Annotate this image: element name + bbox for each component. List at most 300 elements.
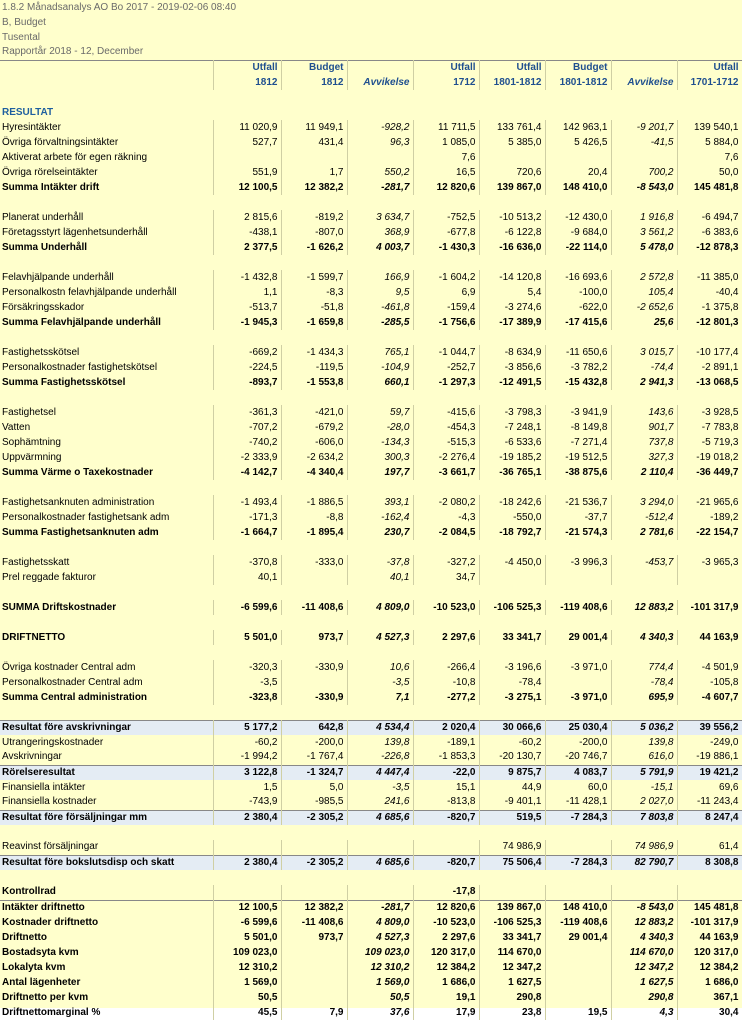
value-cell (545, 150, 611, 165)
value-cell: 16,5 (413, 165, 479, 180)
value-cell: -2 634,2 (281, 450, 347, 465)
value-cell: 75 506,4 (479, 855, 545, 870)
value-cell: -171,3 (213, 510, 281, 525)
value-cell: 5 501,0 (213, 630, 281, 645)
value-cell (281, 945, 347, 960)
value-cell: 25 030,4 (545, 720, 611, 735)
row-label: Summa Felavhjälpande underhåll (0, 315, 213, 330)
value-cell: -1 375,8 (677, 300, 742, 315)
value-cell: -119 408,6 (545, 600, 611, 615)
value-cell: -1 430,3 (413, 240, 479, 255)
row-label: Försäkringsskador (0, 300, 213, 315)
value-cell: -10 513,2 (479, 210, 545, 225)
table-row (0, 285, 742, 300)
spacer (0, 90, 742, 105)
row-label: Personalkostnader Central adm (0, 675, 213, 690)
value-cell: 5 791,9 (611, 765, 677, 780)
value-cell: 17,9 (413, 1005, 479, 1020)
value-cell (281, 150, 347, 165)
value-cell: 61,4 (677, 840, 742, 855)
value-cell: 12 310,2 (347, 960, 413, 975)
table-row (0, 225, 742, 240)
summary-row (0, 975, 742, 990)
value-cell: -320,3 (213, 660, 281, 675)
row-label: Utrangeringskostnader (0, 735, 213, 750)
value-cell: -7 284,3 (545, 855, 611, 870)
value-cell: 44 163,9 (677, 930, 742, 945)
value-cell (479, 885, 545, 900)
value-cell: 1 085,0 (413, 135, 479, 150)
table-row (0, 735, 742, 750)
value-cell: 96,3 (347, 135, 413, 150)
row-label: DRIFTNETTO (0, 630, 213, 645)
value-cell: 1 916,8 (611, 210, 677, 225)
value-cell: 12 100,5 (213, 180, 281, 195)
value-cell: -1 994,2 (213, 750, 281, 765)
value-cell: 69,6 (677, 780, 742, 795)
value-cell: 4 083,7 (545, 765, 611, 780)
value-cell: -820,7 (413, 855, 479, 870)
value-cell: -36 449,7 (677, 465, 742, 480)
table-row (0, 555, 742, 570)
value-cell: 74 986,9 (611, 840, 677, 855)
value-cell: 367,1 (677, 990, 742, 1005)
value-cell: -7 248,1 (479, 420, 545, 435)
value-cell: -106 525,3 (479, 915, 545, 930)
value-cell: 431,4 (281, 135, 347, 150)
spacer-row (0, 705, 742, 720)
table-row (0, 345, 742, 360)
value-cell: -4 340,4 (281, 465, 347, 480)
row-label: Driftnettomarginal % (0, 1005, 213, 1020)
value-cell: 50,5 (347, 990, 413, 1005)
value-cell: -40,4 (677, 285, 742, 300)
value-cell: 12 384,2 (677, 960, 742, 975)
row-label: Prel reggade fakturor (0, 570, 213, 585)
value-cell: -807,0 (281, 225, 347, 240)
value-cell (213, 150, 281, 165)
value-cell: -11 385,0 (677, 270, 742, 285)
summary-row (0, 315, 742, 330)
value-cell: -20 130,7 (479, 750, 545, 765)
value-cell: 12 384,2 (413, 960, 479, 975)
value-cell: 1 569,0 (213, 975, 281, 990)
value-cell: -2 891,1 (677, 360, 742, 375)
value-cell: -19 018,2 (677, 450, 742, 465)
table-row (0, 570, 742, 585)
header-cell: 1701-1712 (677, 75, 742, 90)
table-row (0, 360, 742, 375)
value-cell: -813,8 (413, 795, 479, 810)
row-label: Övriga rörelseintäkter (0, 165, 213, 180)
value-cell: 774,4 (611, 660, 677, 675)
value-cell: 4 809,0 (347, 600, 413, 615)
value-cell: 2 110,4 (611, 465, 677, 480)
value-cell: 241,6 (347, 795, 413, 810)
value-cell: -752,5 (413, 210, 479, 225)
spacer-row (0, 870, 742, 885)
value-cell: 34,7 (413, 570, 479, 585)
value-cell: 12 883,2 (611, 915, 677, 930)
value-cell: -10 177,4 (677, 345, 742, 360)
table-row (0, 120, 742, 135)
value-cell: -512,4 (611, 510, 677, 525)
value-cell (479, 150, 545, 165)
summary-row (0, 960, 742, 975)
row-label: Vatten (0, 420, 213, 435)
value-cell: -8 543,0 (611, 180, 677, 195)
value-cell: -17 389,9 (479, 315, 545, 330)
value-cell (281, 675, 347, 690)
value-cell: -740,2 (213, 435, 281, 450)
value-cell: -893,7 (213, 375, 281, 390)
summary-row (0, 810, 742, 825)
value-cell: -985,5 (281, 795, 347, 810)
value-cell: -7 284,3 (545, 810, 611, 825)
value-cell: -4 450,0 (479, 555, 545, 570)
value-cell: -104,9 (347, 360, 413, 375)
value-cell: -1 493,4 (213, 495, 281, 510)
row-label: Lokalyta kvm (0, 960, 213, 975)
value-cell: -19 886,1 (677, 750, 742, 765)
summary-row (0, 900, 742, 915)
value-cell: -3 856,6 (479, 360, 545, 375)
value-cell: 166,9 (347, 270, 413, 285)
value-cell: -1 432,8 (213, 270, 281, 285)
value-cell: 4 685,6 (347, 855, 413, 870)
value-cell (281, 840, 347, 855)
value-cell: 197,7 (347, 465, 413, 480)
spacer (0, 390, 742, 405)
row-label: Aktiverat arbete för egen räkning (0, 150, 213, 165)
value-cell: -60,2 (213, 735, 281, 750)
value-cell: -100,0 (545, 285, 611, 300)
value-cell: 4 527,3 (347, 930, 413, 945)
value-cell: -11 650,6 (545, 345, 611, 360)
value-cell: 120 317,0 (677, 945, 742, 960)
value-cell (479, 570, 545, 585)
value-cell: 139,8 (611, 735, 677, 750)
table-row (0, 840, 742, 855)
value-cell: 23,8 (479, 1005, 545, 1020)
header-cell: Budget (545, 60, 611, 75)
value-cell: 5 884,0 (677, 135, 742, 150)
value-cell: -200,0 (545, 735, 611, 750)
table-row (0, 495, 742, 510)
value-cell: -2 305,2 (281, 810, 347, 825)
value-cell: -10 523,0 (413, 600, 479, 615)
value-cell: 2 380,4 (213, 855, 281, 870)
value-cell: 12 382,2 (281, 900, 347, 915)
table-row (0, 795, 742, 810)
value-cell: -20 746,7 (545, 750, 611, 765)
value-cell: 5,4 (479, 285, 545, 300)
value-cell: -5 719,3 (677, 435, 742, 450)
value-cell: -7 783,8 (677, 420, 742, 435)
value-cell: 145 481,8 (677, 180, 742, 195)
value-cell: 519,5 (479, 810, 545, 825)
value-cell: -1 553,8 (281, 375, 347, 390)
value-cell: 2 027,0 (611, 795, 677, 810)
value-cell: -200,0 (281, 735, 347, 750)
value-cell: -6 599,6 (213, 600, 281, 615)
value-cell: 30,4 (677, 1005, 742, 1020)
value-cell (347, 150, 413, 165)
value-cell: 616,0 (611, 750, 677, 765)
header-cell: 1812 (281, 75, 347, 90)
value-cell: -453,7 (611, 555, 677, 570)
value-cell: -3 798,3 (479, 405, 545, 420)
value-cell: -330,9 (281, 660, 347, 675)
value-cell: -21 965,6 (677, 495, 742, 510)
value-cell: 39 556,2 (677, 720, 742, 735)
value-cell: 2 815,6 (213, 210, 281, 225)
value-cell: -2 333,9 (213, 450, 281, 465)
value-cell: 12 883,2 (611, 600, 677, 615)
value-cell: 737,8 (611, 435, 677, 450)
row-label: Finansiella intäkter (0, 780, 213, 795)
value-cell: 720,6 (479, 165, 545, 180)
value-cell: -677,8 (413, 225, 479, 240)
value-cell: -2 305,2 (281, 855, 347, 870)
value-cell: -1 895,4 (281, 525, 347, 540)
value-cell: -18 792,7 (479, 525, 545, 540)
spacer-row (0, 825, 742, 840)
row-label: Personalkostnader fastighetsank adm (0, 510, 213, 525)
row-label: Summa Fastighetsskötsel (0, 375, 213, 390)
value-cell: 148 410,0 (545, 180, 611, 195)
spacer-row (0, 390, 742, 405)
value-cell: 82 790,7 (611, 855, 677, 870)
value-cell: 40,1 (213, 570, 281, 585)
value-cell: 4 527,3 (347, 630, 413, 645)
value-cell: -38 875,6 (545, 465, 611, 480)
row-label: Företagsstyrt lägenhetsunderhåll (0, 225, 213, 240)
value-cell: -162,4 (347, 510, 413, 525)
header-cell (347, 60, 413, 75)
value-cell: 139 867,0 (479, 180, 545, 195)
value-cell: 145 481,8 (677, 900, 742, 915)
value-cell: -1 626,2 (281, 240, 347, 255)
value-cell: 2 572,8 (611, 270, 677, 285)
value-cell: -3 996,3 (545, 555, 611, 570)
value-cell: -21 574,3 (545, 525, 611, 540)
value-cell: -6 122,8 (479, 225, 545, 240)
row-label: Resultat före försäljningar mm (0, 810, 213, 825)
value-cell: 12 820,6 (413, 900, 479, 915)
value-cell: 109 023,0 (347, 945, 413, 960)
value-cell: -9 401,1 (479, 795, 545, 810)
row-label: Fastighetsel (0, 405, 213, 420)
value-cell: -22 154,7 (677, 525, 742, 540)
value-cell: -421,0 (281, 405, 347, 420)
table-row (0, 510, 742, 525)
row-label: Uppvärmning (0, 450, 213, 465)
value-cell: 4 447,4 (347, 765, 413, 780)
value-cell: -3 274,6 (479, 300, 545, 315)
value-cell: 5 478,0 (611, 240, 677, 255)
summary-row (0, 720, 742, 735)
row-label: Driftnetto (0, 930, 213, 945)
value-cell: 5 501,0 (213, 930, 281, 945)
value-cell: 2 377,5 (213, 240, 281, 255)
value-cell: 550,2 (347, 165, 413, 180)
value-cell: -669,2 (213, 345, 281, 360)
value-cell: -22,0 (413, 765, 479, 780)
row-label: Summa Fastighetsanknuten adm (0, 525, 213, 540)
summary-row (0, 525, 742, 540)
value-cell: 8 308,8 (677, 855, 742, 870)
table-row (0, 150, 742, 165)
value-cell: -277,2 (413, 690, 479, 705)
value-cell: 33 341,7 (479, 630, 545, 645)
value-cell: -12 430,0 (545, 210, 611, 225)
value-cell (213, 885, 281, 900)
value-cell: -281,7 (347, 900, 413, 915)
row-label: Planerat underhåll (0, 210, 213, 225)
value-cell: 4 340,3 (611, 630, 677, 645)
value-cell: 12 347,2 (611, 960, 677, 975)
value-cell: 1 627,5 (611, 975, 677, 990)
value-cell: 12 100,5 (213, 900, 281, 915)
table-row (0, 210, 742, 225)
header-cell: Utfall (413, 60, 479, 75)
spacer (0, 195, 742, 210)
value-cell (611, 150, 677, 165)
value-cell: -11 408,6 (281, 600, 347, 615)
summary-row (0, 945, 742, 960)
value-cell: 700,2 (611, 165, 677, 180)
value-cell: 20,4 (545, 165, 611, 180)
value-cell: -1 853,3 (413, 750, 479, 765)
value-cell: -11 408,6 (281, 915, 347, 930)
value-cell: -622,0 (545, 300, 611, 315)
value-cell: 12 347,2 (479, 960, 545, 975)
table-row (0, 450, 742, 465)
value-cell: 551,9 (213, 165, 281, 180)
summary-row (0, 240, 742, 255)
value-cell: 148 410,0 (545, 900, 611, 915)
value-cell: 5 177,2 (213, 720, 281, 735)
value-cell: -17,8 (413, 885, 479, 900)
row-label: Personalkostn felavhjälpande underhåll (0, 285, 213, 300)
value-cell: 114 670,0 (611, 945, 677, 960)
value-cell: -3 928,5 (677, 405, 742, 420)
value-cell: -106 525,3 (479, 600, 545, 615)
value-cell: -3 275,1 (479, 690, 545, 705)
summary-row (0, 885, 742, 900)
value-cell: -7 271,4 (545, 435, 611, 450)
value-cell: -8 543,0 (611, 900, 677, 915)
value-cell: 527,7 (213, 135, 281, 150)
value-cell: -18 242,6 (479, 495, 545, 510)
value-cell: -51,8 (281, 300, 347, 315)
value-cell: -14 120,8 (479, 270, 545, 285)
value-cell: -37,7 (545, 510, 611, 525)
value-cell: -1 945,3 (213, 315, 281, 330)
value-cell: 19,5 (545, 1005, 611, 1020)
value-cell: -22 114,0 (545, 240, 611, 255)
value-cell (545, 885, 611, 900)
value-cell: -4 607,7 (677, 690, 742, 705)
value-cell: 393,1 (347, 495, 413, 510)
value-cell: -1 604,2 (413, 270, 479, 285)
value-cell: 5 036,2 (611, 720, 677, 735)
value-cell: 139 867,0 (479, 900, 545, 915)
value-cell: 74 986,9 (479, 840, 545, 855)
value-cell: -37,8 (347, 555, 413, 570)
value-cell: -2 080,2 (413, 495, 479, 510)
value-cell (281, 570, 347, 585)
row-label: Finansiella kostnader (0, 795, 213, 810)
value-cell: -819,2 (281, 210, 347, 225)
row-label: Resultat före bokslutsdisp och skatt (0, 855, 213, 870)
row-label: Antal lägenheter (0, 975, 213, 990)
value-cell: -3 941,9 (545, 405, 611, 420)
value-cell: -415,6 (413, 405, 479, 420)
value-cell: -78,4 (611, 675, 677, 690)
table-row (0, 750, 742, 765)
table-row (0, 300, 742, 315)
value-cell: -3 971,0 (545, 690, 611, 705)
value-cell: 15,1 (413, 780, 479, 795)
value-cell: -189,2 (677, 510, 742, 525)
value-cell: -101 317,9 (677, 915, 742, 930)
value-cell: -281,7 (347, 180, 413, 195)
value-cell: 327,3 (611, 450, 677, 465)
value-cell: -60,2 (479, 735, 545, 750)
spacer-row (0, 330, 742, 345)
value-cell: -1 756,6 (413, 315, 479, 330)
value-cell: -41,5 (611, 135, 677, 150)
value-cell (347, 840, 413, 855)
row-label: Driftnetto per kvm (0, 990, 213, 1005)
summary-row (0, 375, 742, 390)
value-cell: -743,9 (213, 795, 281, 810)
value-cell: 10,6 (347, 660, 413, 675)
value-cell: -3 661,7 (413, 465, 479, 480)
row-label: Felavhjälpande underhåll (0, 270, 213, 285)
summary-row (0, 990, 742, 1005)
value-cell: -12 878,3 (677, 240, 742, 255)
value-cell: -9 684,0 (545, 225, 611, 240)
table-row (0, 660, 742, 675)
value-cell: -2 276,4 (413, 450, 479, 465)
value-cell: 2 020,4 (413, 720, 479, 735)
value-cell: 1,7 (281, 165, 347, 180)
header-cell: Utfall (677, 60, 742, 75)
spacer-row (0, 645, 742, 660)
value-cell: -3,5 (213, 675, 281, 690)
header-cell (611, 60, 677, 75)
value-cell (347, 885, 413, 900)
spacer (0, 705, 742, 720)
value-cell: -8,8 (281, 510, 347, 525)
value-cell: 143,6 (611, 405, 677, 420)
value-cell: -1 664,7 (213, 525, 281, 540)
value-cell (545, 675, 611, 690)
value-cell: 2 781,6 (611, 525, 677, 540)
value-cell: -361,3 (213, 405, 281, 420)
value-cell: 7 803,8 (611, 810, 677, 825)
spacer-row (0, 540, 742, 555)
value-cell: -11 428,1 (545, 795, 611, 810)
header-cell: 1812 (213, 75, 281, 90)
value-cell (545, 570, 611, 585)
value-cell: -928,2 (347, 120, 413, 135)
value-cell: -189,1 (413, 735, 479, 750)
summary-row (0, 180, 742, 195)
